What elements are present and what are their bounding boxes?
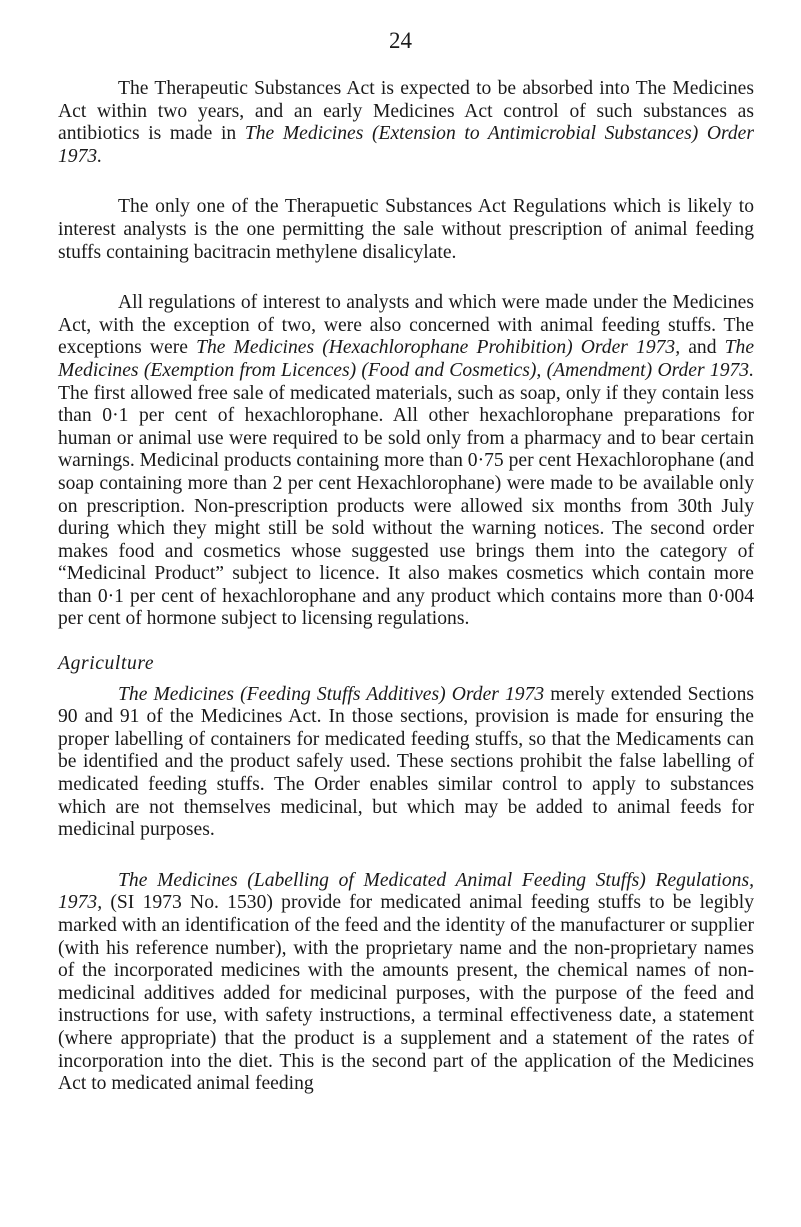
paragraph-medicines-act-regulations xyxy=(58,292,754,631)
paragraph-text: and xyxy=(680,337,725,359)
order-title: The Medicines (Extension to Antimicrobial Substances) Order 1973. xyxy=(58,123,755,167)
paragraph-text: merely extended Sections 90 and 91 of the Medicines Act. In those sections, provision is made for ensuring the proper labelling of containers for medicated feeding stuffs, so that the Medicaments can be identified and the product safely used. These sections prohibit the false labelling of medicated feeding stuffs. The Order enables similar control to apply to substances which are not themselves medicinal, but which may be added to animal feeds for medicinal purposes. xyxy=(58,683,754,841)
regulation-title: The Medicines (Labelling of Medicated Animal Feeding Stuffs) Regulations, 1973, xyxy=(58,869,754,914)
paragraph-text: The only one of the Therapuetic Substances Act Regulations which is likely to interest analysts is the one permitting the sale without prescription of animal feeding stuffs containing bacitracin methylene disalicylate. xyxy=(58,196,754,263)
paragraph-text: (SI 1973 No. 1530) provide for medicated animal feeding stuffs to be legibly marked with an identification of the feed and the identity of the manufacturer or supplier (with his reference number), with the proprietary name and the non-proprietary names of the incorporated medicines with the amounts present, the chemical names of non-medicinal additives added for medicinal purposes, with the purpose of the feed and instructions for use, with safety instructions, a terminal effectiveness date, a statement (where appropriate) that the product is a supplement and a statement of the rates of incorporation into the diet. This is the second part of the application of the Medicines Act to medicated animal feeding xyxy=(58,892,754,1095)
paragraph-text: The first allowed free sale of medicated materials, such as soap, only if they contain less than 0·1 per cent of hexachlorophane. All other hexachlorophane preparations for human or animal use were required to be sold only from a pharmacy and to bear certain warnings. Medicinal products containing more than 0·75 per cent Hexachlorophane (and soap containing more than 2 per cent Hexachlorophane) were made to be available only on prescription. Non-prescription products were allowed six months from 30th July during which they might still be sold without the warning notices. The second order makes food and cosmetics whose suggested use brings them into the category of “Medicinal Product” subject to licence. It also makes cosmetics which contain more than 0·1 per cent of hexachlorophane and any product which contains more than 0·004 per cent of hormone subject to licensing regulations. xyxy=(58,382,754,630)
section-heading-agriculture: Agriculture xyxy=(58,653,155,675)
paragraph-text: The Therapeutic Substances Act is expected to be absorbed into The Medicines Act within two years, and an early Medicines Act control of such substances as antibiotics is made in xyxy=(58,78,754,145)
paragraph-labelling-regulations xyxy=(58,870,754,1096)
order-title: The Medicines (Hexachlorophane Prohibition) Order 1973, xyxy=(196,337,681,359)
paragraph-feeding-stuffs-additives xyxy=(58,684,754,842)
document-body xyxy=(58,78,754,1124)
paragraph-text: All regulations of interest to analysts and which were made under the Medicines Act, with the exception of two, were also concerned with animal feeding stuffs. The exceptions were xyxy=(58,292,754,359)
order-title: The Medicines (Exemption from Licences) (Food and Cosmetics), (Amendment) Order 1973. xyxy=(58,337,755,381)
paragraph-therapeutic-regulations xyxy=(58,196,754,264)
order-title: The Medicines (Feeding Stuffs Additives) Order 1973 xyxy=(118,683,545,705)
page-number: 24 xyxy=(389,28,412,53)
paragraph-therapeutic-substances xyxy=(58,78,754,168)
